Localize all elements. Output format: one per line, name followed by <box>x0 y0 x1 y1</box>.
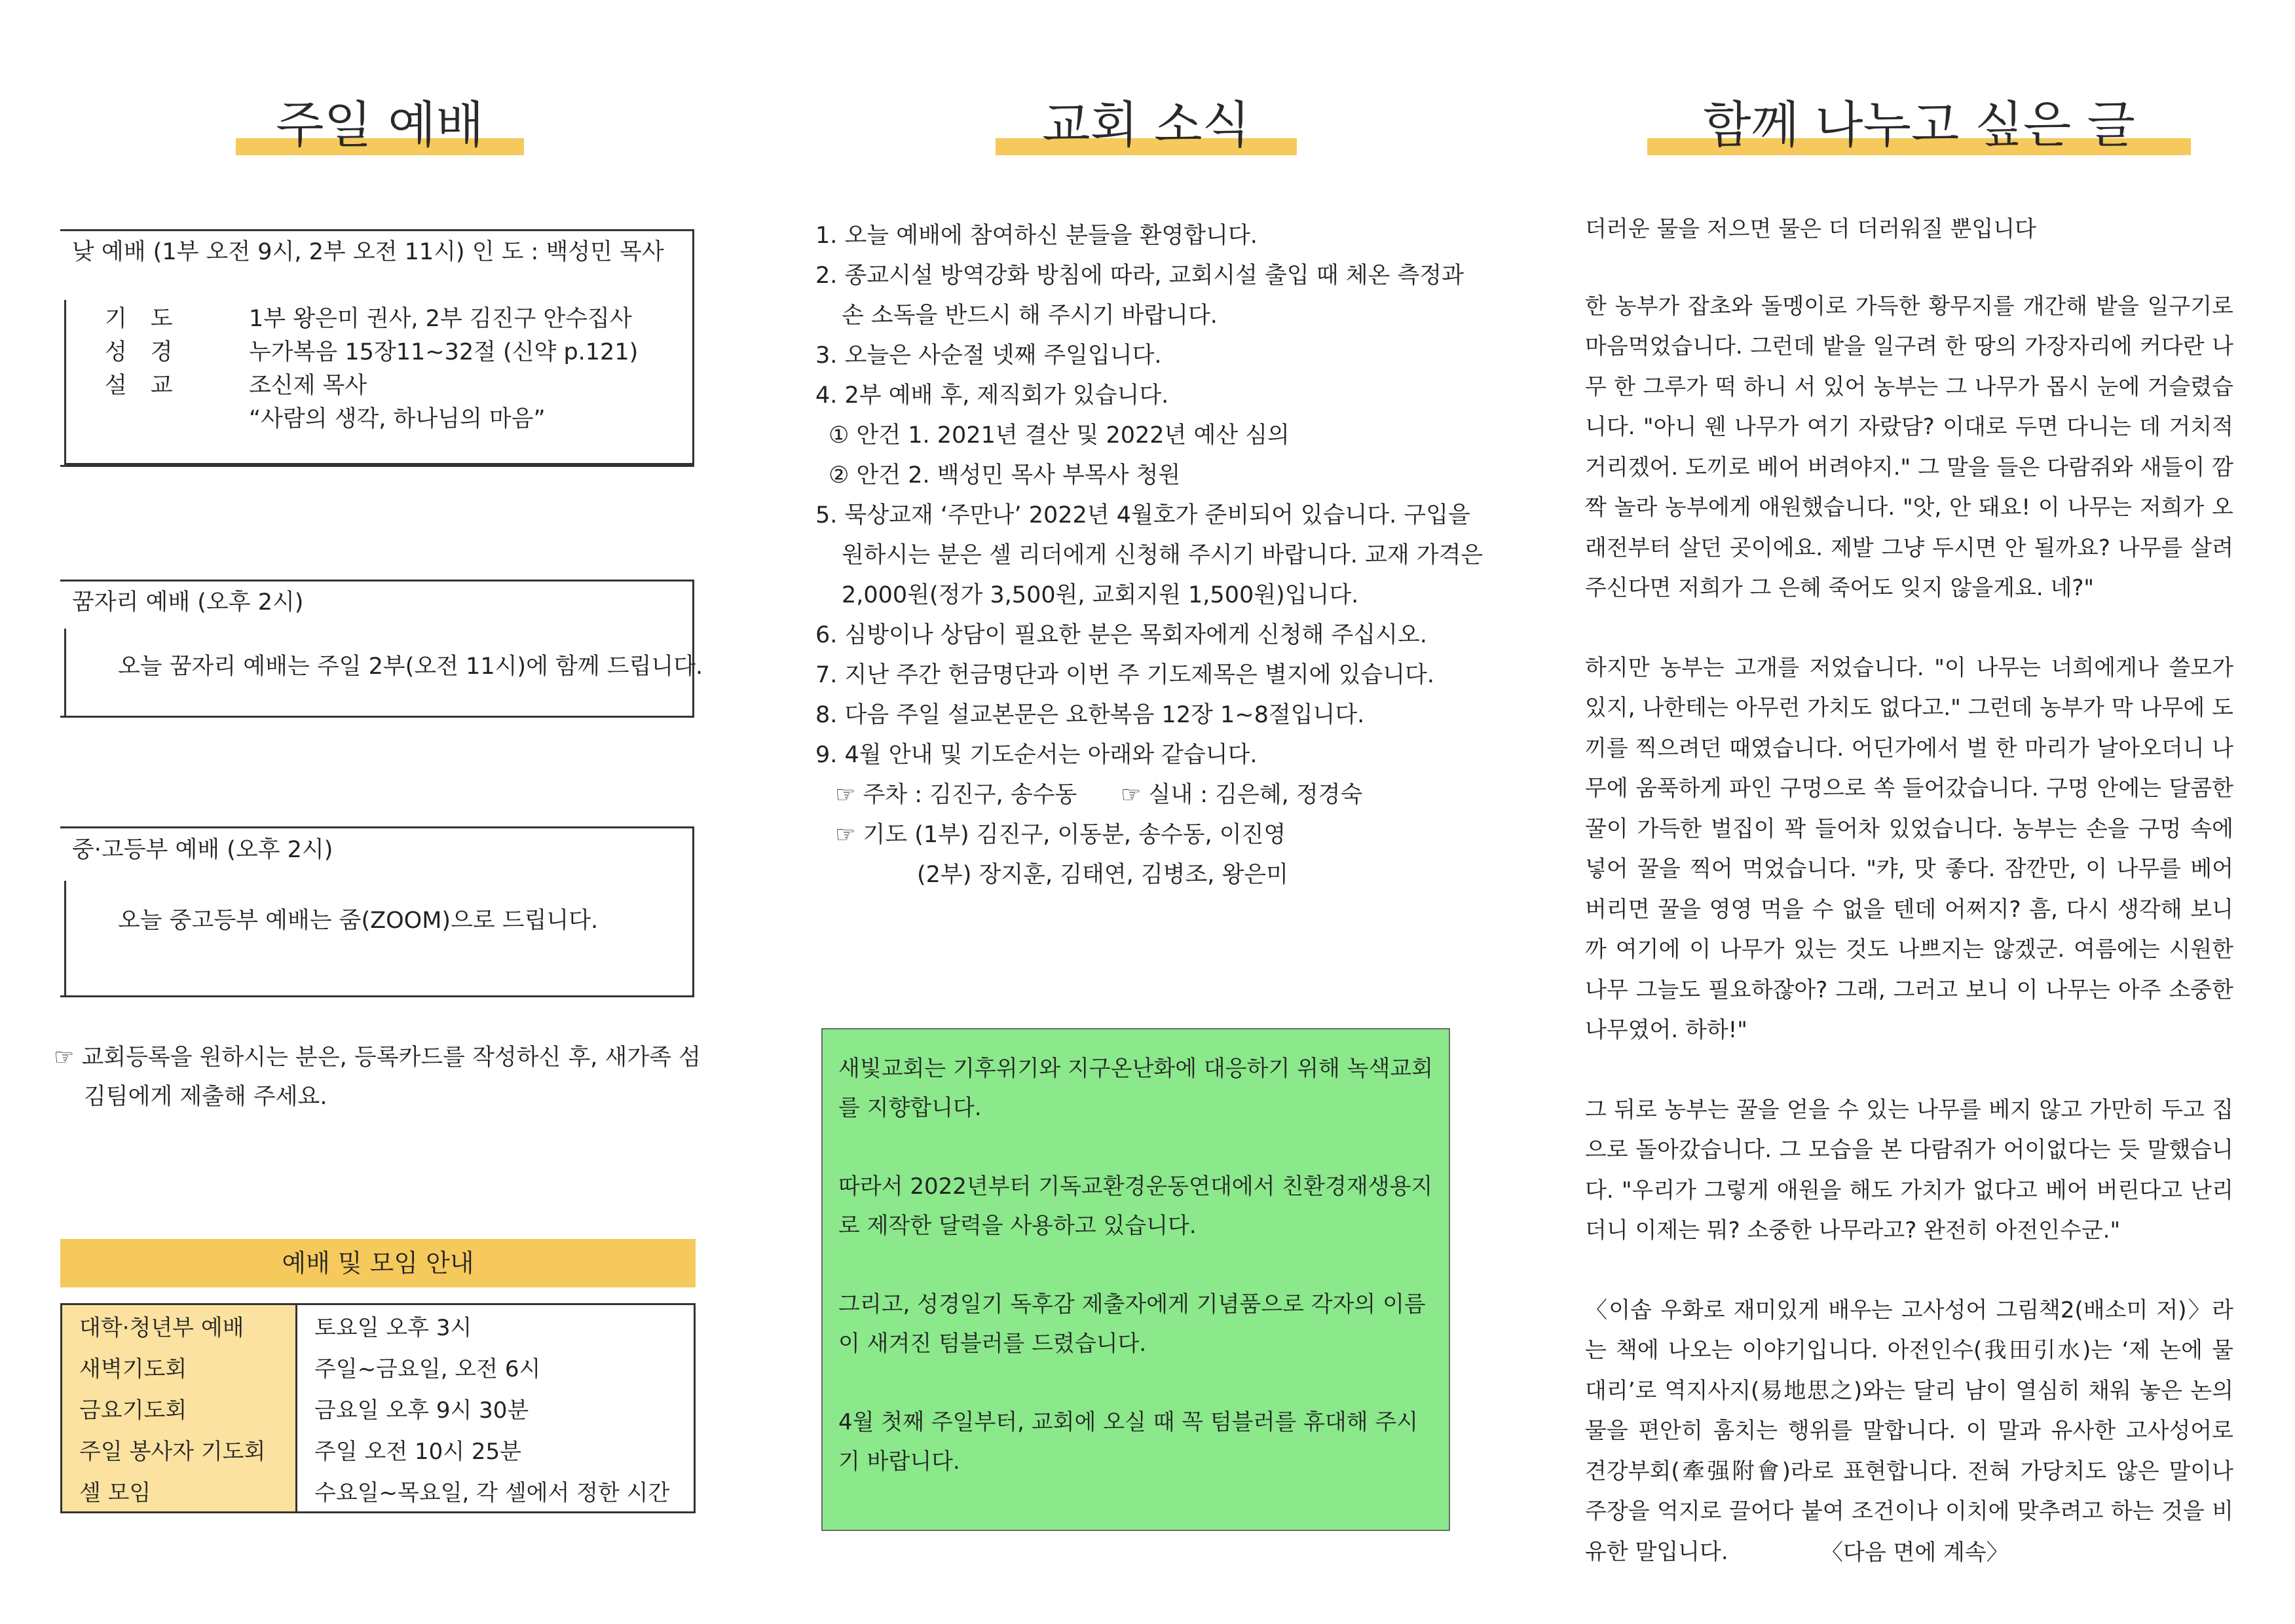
essay-paragraph: 한 농부가 잡초와 돌멩이로 가득한 황무지를 개간해 밭을 일구기로 마음먹었습니다. 그런데 밭을 일구려 한 땅의 가장자리에 커다란 나무 한 그루가 떡 하니 서 있어 농부는 그 나무가 몹시 눈에 거슬렸습니다. "아니 웬 나무가 여기 자랐담? 이대로 두면 다니는 데 거치적거리겠어. 도끼로 베어 버려야지." 그 말을 들은 다람쥐와 새들이 깜짝 놀라 농부에게 애원했습니다. "앗, 안 돼요! 이 나무는 저희가 오래전부터 살던 곳이에요. 제발 그냥 두시면 안 될까요? 나무를 살려 주신다면 저희가 그 은혜 죽어도 잊지 않을게요. 네?" <box>1585 293 2233 601</box>
detail-label: 성경 <box>105 339 196 365</box>
detail-value: 1부 왕은미 권사, 2부 김진구 안수집사 <box>249 306 632 332</box>
heading-church-news <box>996 85 1297 157</box>
detail-label <box>65 403 249 436</box>
detail-value: “사람의 생각, 하나님의 마음” <box>249 406 546 432</box>
table-row <box>62 1470 695 1513</box>
schedule-label: 주일 봉사자 기도회 <box>62 1429 297 1470</box>
news-item: 2. 종교시설 방역강화 방침에 따라, 교회시설 출입 때 체온 측정과 <box>815 263 1464 289</box>
essay-paragraph: 그 뒤로 농부는 꿀을 얻을 수 있는 나무를 베지 않고 가만히 두고 집으로 돌아갔습니다. 그 모습을 본 다람쥐가 어이없다는 듯 말했습니다. "우리가 그렇게 애원을 해도 가치가 없다고 베어 버린다고 난리더니 이제는 뭐? 소중한 나무라고? 완전히 아전인수군." <box>1585 1096 2233 1244</box>
news-item: 3. 오늘은 사순절 넷째 주일입니다. <box>815 342 1162 369</box>
youth-worship-text: 오늘 중고등부 예배는 줌(ZOOM)으로 드립니다. <box>118 908 599 934</box>
detail-label: 설교 <box>105 373 196 399</box>
table-row <box>62 1388 695 1429</box>
news-item: 8. 다음 주일 설교본문은 요한복음 12장 1~8절입니다. <box>815 702 1365 728</box>
news-subitem: ☞ 기도 (1부) 김진구, 이동분, 송수동, 이진영 <box>835 822 1286 848</box>
detail-value: 누가복음 15장11~32절 (신약 p.121) <box>249 339 639 365</box>
detail-row-prayer <box>65 303 688 336</box>
table-row <box>62 1304 695 1347</box>
news-item: 9. 4월 안내 및 기도순서는 아래와 같습니다. <box>815 742 1258 768</box>
detail-row-sermon-title <box>65 403 688 436</box>
dream-worship-title: 꿈자리 예배 (오후 2시) <box>72 584 311 617</box>
shared-writing-body <box>1585 210 2233 1574</box>
schedule-label: 셀 모임 <box>62 1470 297 1513</box>
dream-worship-text: 오늘 꿈자리 예배는 주일 2부(오전 11시)에 함께 드립니다. <box>118 654 703 680</box>
news-subitem: ② 안건 2. 백성민 목사 부목사 청원 <box>829 462 1181 489</box>
schedule-label: 대학·청년부 예배 <box>62 1304 297 1347</box>
box-bottom-border <box>64 463 694 465</box>
table-row <box>62 1346 695 1388</box>
detail-row-sermon <box>65 369 688 403</box>
detail-row-scripture <box>65 336 688 369</box>
news-subitem: ☞ 주차 : 김진구, 송수동 ☞ 실내 : 김은혜, 정경숙 <box>835 782 1363 808</box>
schedule-time: 금요일 오후 9시 30분 <box>314 1397 529 1424</box>
news-item: 6. 심방이나 상담이 필요한 분은 목회자에게 신청해 주십시오. <box>815 622 1427 648</box>
news-subitem: (2부) 장지훈, 김태연, 김병조, 왕은미 <box>917 862 1288 888</box>
heading-shared-writing <box>1647 85 2191 157</box>
notice-paragraph: 그리고, 성경일기 독후감 제출자에게 기념품으로 각자의 이름이 새겨진 텀블러를 드렸습니다. <box>838 1291 1426 1357</box>
news-item: 4. 2부 예배 후, 제직회가 있습니다. <box>815 382 1169 409</box>
news-item: 7. 지난 주간 헌금명단과 이번 주 기도제목은 별지에 있습니다. <box>815 662 1434 688</box>
news-item-cont: 2,000원(정가 3,500원, 교회지원 1,500원)입니다. <box>842 582 1359 608</box>
youth-worship-title: 중·고등부 예배 (오후 2시) <box>72 832 341 864</box>
table-row <box>62 1429 695 1470</box>
schedule-time: 주일~금요일, 오전 6시 <box>314 1356 541 1382</box>
box-left-border <box>64 300 66 465</box>
continued-note: 〈다음 면에 계속〉 <box>1821 1540 2009 1566</box>
day-worship-title: 낮 예배 (1부 오전 9시, 2부 오전 11시) 인 도 : 백성민 목사 <box>72 234 672 267</box>
news-item: 5. 묵상교재 ‘주만나’ 2022년 4월호가 준비되어 있습니다. 구입을 <box>815 502 1470 528</box>
essay-paragraph: 〈이솝 우화로 재미있게 배우는 고사성어 그림책2(배소미 저)〉라는 책에 나오는 이야기입니다. 아전인수(我田引水)는 ‘제 논에 물 대리’로 역지사지(易地思之)와는 달리 남이 열심히 채워 놓은 논의 물을 편안히 훔치는 행위를 말합니다. 이 말과 유사한 고사성어로 견강부회(牽强附會)라로 표현합니다. 전혀 가당치도 않은 말이나 주장을 억지로 끌어다 붙여 조건이나 이치에 맞추려고 하는 것을 비유한 말입니다. <box>1585 1297 2233 1565</box>
heading-text: 교회 소식 <box>1042 96 1250 154</box>
schedule-label: 금요기도회 <box>62 1388 297 1429</box>
youth-worship-left-border <box>64 881 66 995</box>
schedule-time: 토요일 오후 3시 <box>314 1315 472 1341</box>
heading-text: 주일 예배 <box>276 96 484 154</box>
dream-worship-left-border <box>64 629 66 716</box>
guide-title: 예배 및 모임 안내 <box>60 1239 696 1287</box>
green-church-notice <box>821 1028 1450 1531</box>
news-item: 1. 오늘 예배에 참여하신 분들을 환영합니다. <box>815 223 1258 249</box>
registration-note: ☞ 교회등록을 원하시는 분은, 등록카드를 작성하신 후, 새가족 섬김팀에게 제출해 주세요. <box>54 1044 701 1110</box>
notice-paragraph: 4월 첫째 주일부터, 교회에 오실 때 꼭 텀블러를 휴대해 주시기 바랍니다. <box>838 1409 1419 1475</box>
essay-paragraph: 하지만 농부는 고개를 저었습니다. "이 나무는 너희에게나 쓸모가 있지, 나한테는 아무런 가치도 없다고." 그런데 농부가 막 나무에 도끼를 찍으려던 때였습니다. 어딘가에서 벌 한 마리가 날아오더니 나무에 움푹하게 파인 구멍으로 쏙 들어갔습니다. 구멍 안에는 달콤한 꿀이 가득한 벌집이 꽉 들어차 있었습니다. 농부는 손을 구멍 속에 넣어 꿀을 찍어 먹었습니다. "캬, 맛 좋다. 잠깐만, 이 나무를 베어 버리면 꿀을 영영 먹을 수 없을 텐데 어쩌지? 흠, 다시 생각해 보니까 여기에 이 나무가 있는 것도 나쁘지는 않겠군. 여름에는 시원한 나무 그늘도 필요하잖아? 그래, 그러고 보니 이 나무는 아주 소중한 나무였어. 하하!" <box>1585 654 2233 1043</box>
schedule-table <box>60 1303 696 1513</box>
heading-sunday-worship <box>236 85 524 157</box>
notice-paragraph: 새빛교회는 기후위기와 지구온난화에 대응하기 위해 녹색교회를 지향합니다. <box>838 1056 1433 1121</box>
heading-text: 함께 나누고 싶은 글 <box>1703 96 2135 154</box>
news-list <box>815 216 1497 895</box>
detail-value: 조신제 목사 <box>249 373 367 399</box>
notice-paragraph: 따라서 2022년부터 기독교환경운동연대에서 친환경재생용지로 제작한 달력을 사용하고 있습니다. <box>838 1173 1433 1239</box>
schedule-time: 주일 오전 10시 25분 <box>314 1439 522 1465</box>
day-worship-details <box>65 303 688 436</box>
news-subitem: ① 안건 1. 2021년 결산 및 2022년 예산 심의 <box>829 422 1290 449</box>
news-item-cont: 손 소독을 반드시 해 주시기 바랍니다. <box>842 303 1218 329</box>
essay-title: 더러운 물을 저으면 물은 더 더러워질 뿐입니다 <box>1585 216 2036 242</box>
schedule-time: 수요일~목요일, 각 셀에서 정한 시간 <box>314 1480 670 1506</box>
news-item-cont: 원하시는 분은 셀 리더에게 신청해 주시기 바랍니다. 교재 가격은 <box>842 542 1483 568</box>
detail-label: 기도 <box>105 306 196 332</box>
schedule-label: 새벽기도회 <box>62 1346 297 1388</box>
